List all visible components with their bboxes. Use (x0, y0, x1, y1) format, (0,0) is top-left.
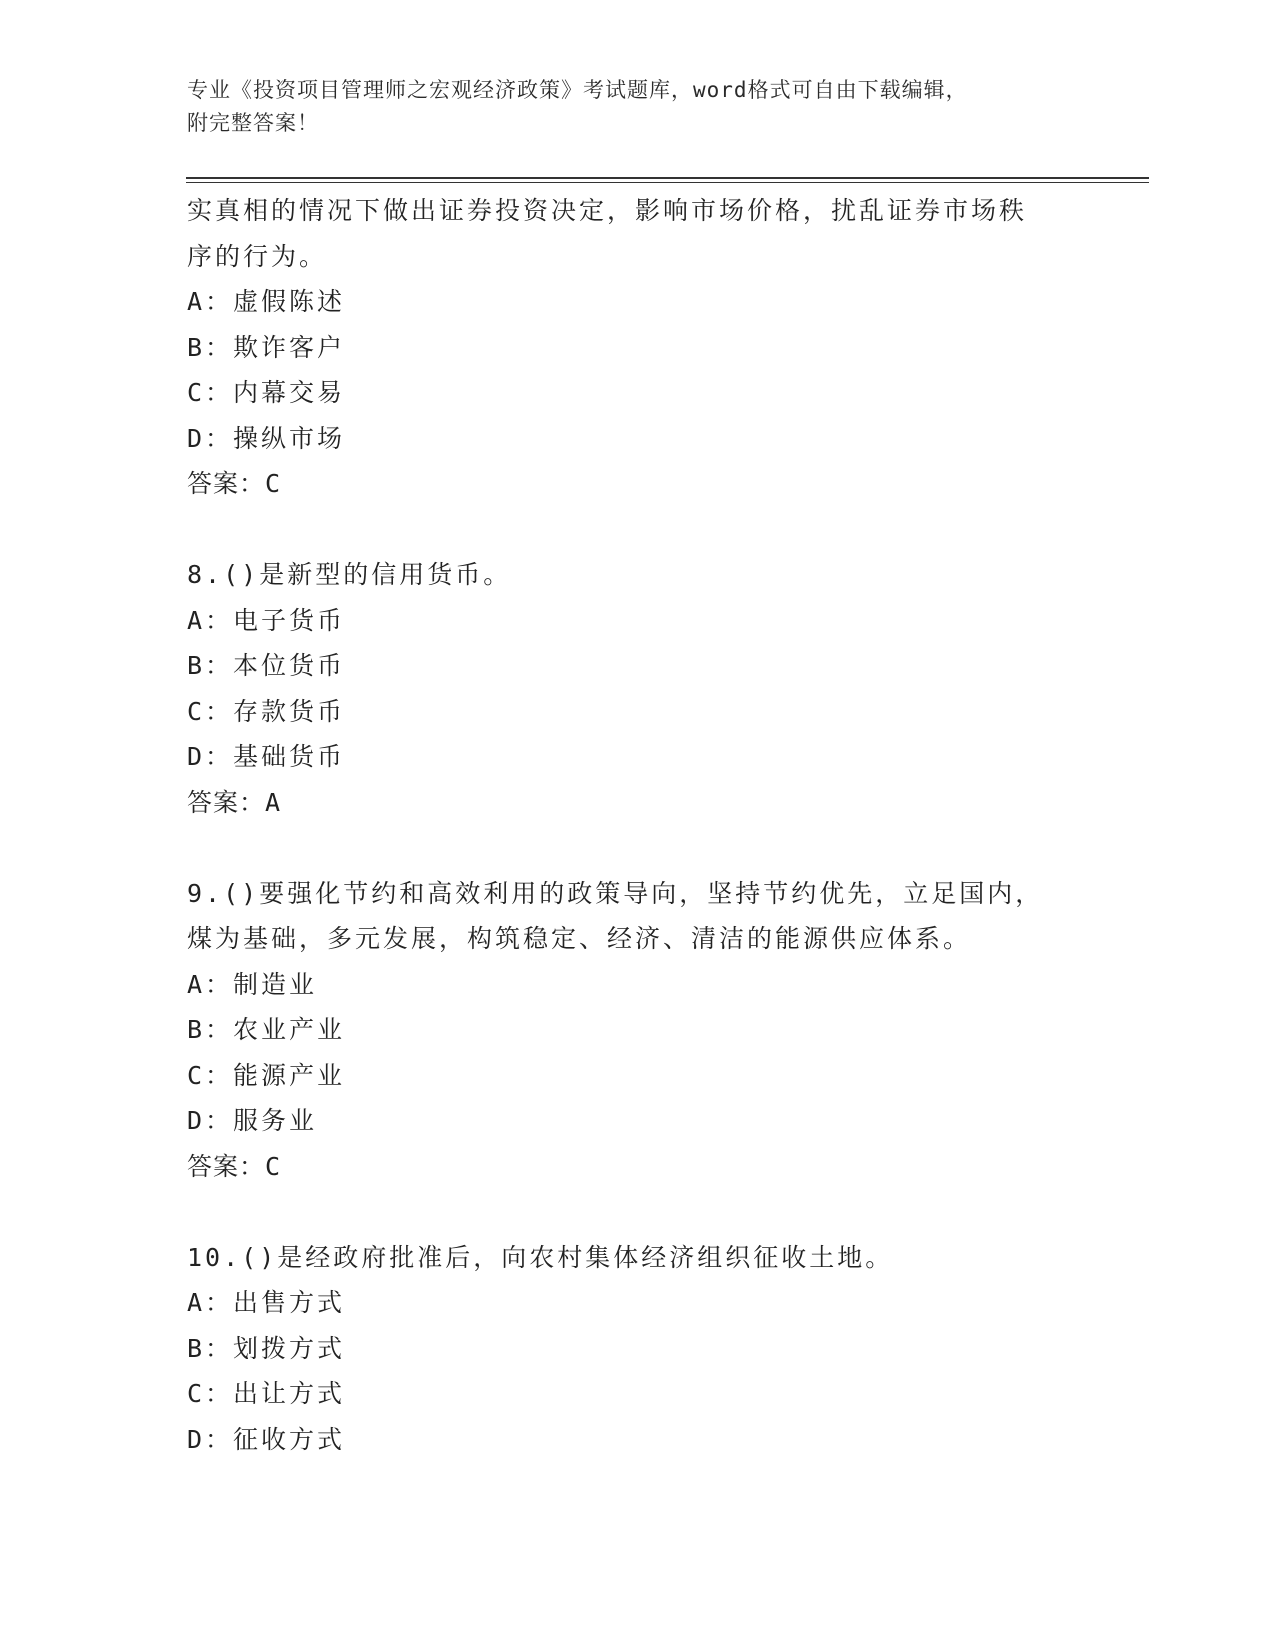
header-line-1: 专业《投资项目管理师之宏观经济政策》考试题库，word格式可自由下载编辑， (187, 78, 968, 102)
option-c: C：内幕交易 (187, 378, 346, 407)
answer-line: 答案：C (187, 469, 282, 498)
answer-line: 答案：A (187, 787, 282, 817)
question-spacer (187, 507, 1147, 553)
option-b: B：农业产业 (187, 1015, 346, 1044)
question-stem-line: 10.()是经政府批准后，向农村集体经济组织征收土地。 (187, 1242, 894, 1272)
option-c: C：出让方式 (187, 1379, 346, 1408)
question-stem-line: 9.()要强化节约和高效利用的政策导向，坚持节约优先，立足国内， (187, 878, 1044, 908)
question-stem-line: 序的行为。 (187, 241, 328, 271)
header-divider-thin (186, 182, 1149, 183)
page-header (187, 74, 1067, 140)
question-stem-line: 8.()是新型的信用货币。 (187, 560, 512, 589)
header-line-2: 附完整答案！ (187, 111, 319, 135)
option-a: A：虚假陈述 (187, 287, 346, 316)
question-stem-line: 煤为基础，多元发展，构筑稳定、经济、清洁的能源供应体系。 (187, 924, 972, 953)
answer-line: 答案：C (187, 1151, 282, 1181)
question-stem-line: 实真相的情况下做出证券投资决定，影响市场价格，扰乱证券市场秩 (187, 196, 1028, 225)
option-d: D：操纵市场 (187, 423, 346, 453)
option-a: A：出售方式 (187, 1288, 346, 1317)
question-spacer (187, 1189, 1147, 1235)
question-8 (187, 552, 1147, 825)
question-7 (187, 188, 1147, 507)
option-d: D：基础货币 (187, 742, 346, 771)
question-9 (187, 871, 1147, 1190)
option-d: D：服务业 (187, 1106, 318, 1135)
question-spacer (187, 825, 1147, 871)
option-b: B：划拨方式 (187, 1333, 346, 1363)
option-b: B：本位货币 (187, 651, 346, 680)
question-list (187, 188, 1147, 1462)
option-c: C：能源产业 (187, 1060, 346, 1090)
option-a: A：制造业 (187, 969, 318, 999)
option-d: D：征收方式 (187, 1424, 346, 1454)
question-10 (187, 1235, 1147, 1463)
header-divider-thick (186, 177, 1149, 179)
option-a: A：电子货币 (187, 605, 346, 635)
option-b: B：欺诈客户 (187, 332, 346, 362)
option-c: C：存款货币 (187, 696, 346, 726)
